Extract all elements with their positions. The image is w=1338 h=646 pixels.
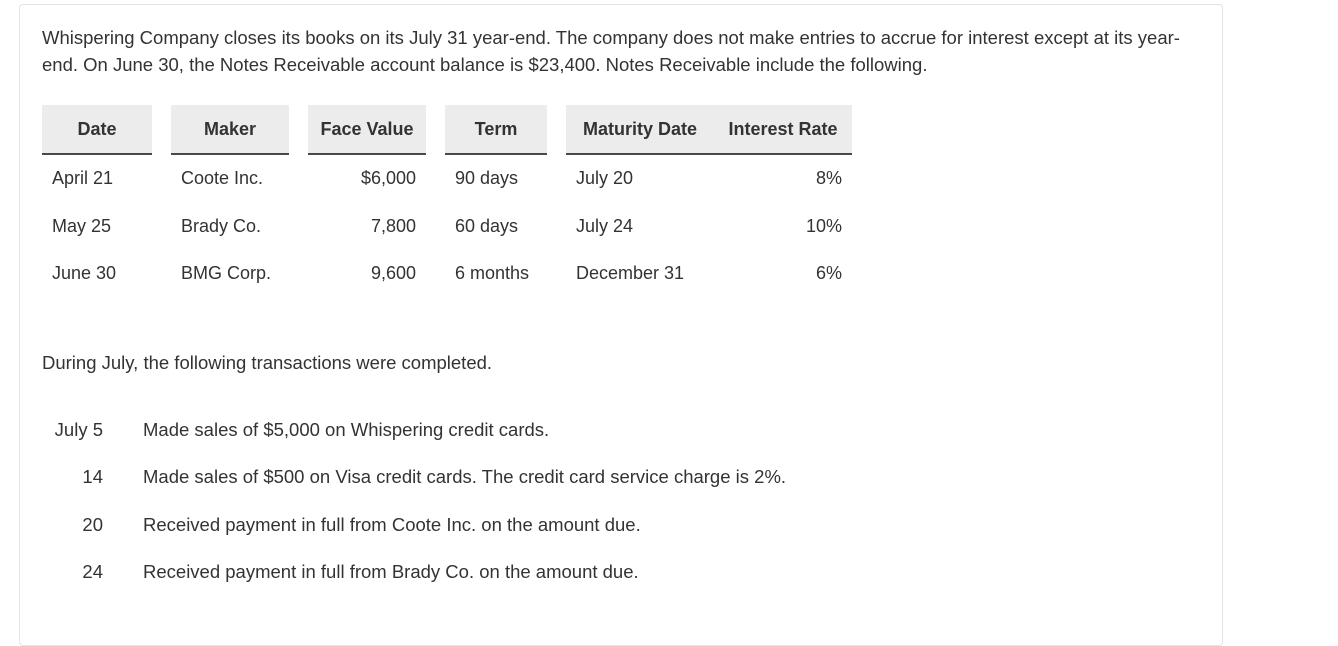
- cell-maturity-date: December 31: [576, 263, 685, 284]
- list-item: [42, 454, 786, 502]
- transaction-text: Made sales of $500 on Visa credit cards. The credit card service charge is 2%.: [143, 466, 787, 488]
- header-maker: Maker: [171, 105, 289, 155]
- cell-maker: Brady Co.: [181, 215, 262, 236]
- cell-term: 60 days: [455, 215, 519, 236]
- header-interest-rate: Interest Rate: [714, 105, 852, 155]
- cell-interest-rate: 8%: [815, 168, 842, 189]
- list-item: [42, 501, 786, 549]
- transaction-text: Received payment in full from Brady Co. on the amount due.: [143, 561, 639, 583]
- cell-face-value: 9,600: [370, 263, 416, 284]
- cell-date: June 30: [52, 263, 117, 284]
- header-face-value: Face Value: [308, 105, 426, 155]
- table-row: [42, 203, 852, 251]
- cell-maker: Coote Inc.: [181, 168, 264, 189]
- transactions-list: [42, 406, 786, 596]
- table-header-row: [42, 105, 852, 155]
- cell-date: May 25: [52, 215, 112, 236]
- table-row: [42, 250, 852, 298]
- cell-maturity-date: July 20: [576, 168, 634, 189]
- transaction-text: Received payment in full from Coote Inc. on the amount due.: [143, 513, 641, 535]
- transaction-day: 14: [82, 466, 103, 488]
- cell-maturity-date: July 24: [576, 215, 634, 236]
- cell-face-value: $6,000: [360, 168, 416, 189]
- header-maturity-date: Maturity Date: [566, 105, 714, 155]
- transaction-day: July 5: [54, 418, 103, 440]
- transaction-day: 20: [82, 513, 103, 535]
- notes-receivable-table: [42, 105, 852, 298]
- header-date: Date: [42, 105, 152, 155]
- list-item: [42, 549, 786, 597]
- transaction-text: Made sales of $5,000 on Whispering credit cards.: [143, 418, 550, 440]
- list-item: [42, 406, 786, 454]
- cell-interest-rate: 10%: [805, 215, 842, 236]
- cell-date: April 21: [52, 168, 114, 189]
- cell-maker: BMG Corp.: [181, 263, 272, 284]
- cell-term: 6 months: [455, 263, 530, 284]
- transaction-day: 24: [82, 561, 103, 583]
- intro-text: Whispering Company closes its books on its July 31 year-end. The company does not make entries to accrue for interest except at its year-end. On June 30, the Notes Receivable account balance is $23,400. Notes Receivable include the following.: [42, 27, 1180, 75]
- cell-face-value: 7,800: [370, 215, 416, 236]
- table-row: [42, 155, 852, 203]
- during-july-text: During July, the following transactions were completed.: [42, 352, 493, 373]
- cell-interest-rate: 6%: [815, 263, 842, 284]
- cell-term: 90 days: [455, 168, 519, 189]
- header-term: Term: [445, 105, 547, 155]
